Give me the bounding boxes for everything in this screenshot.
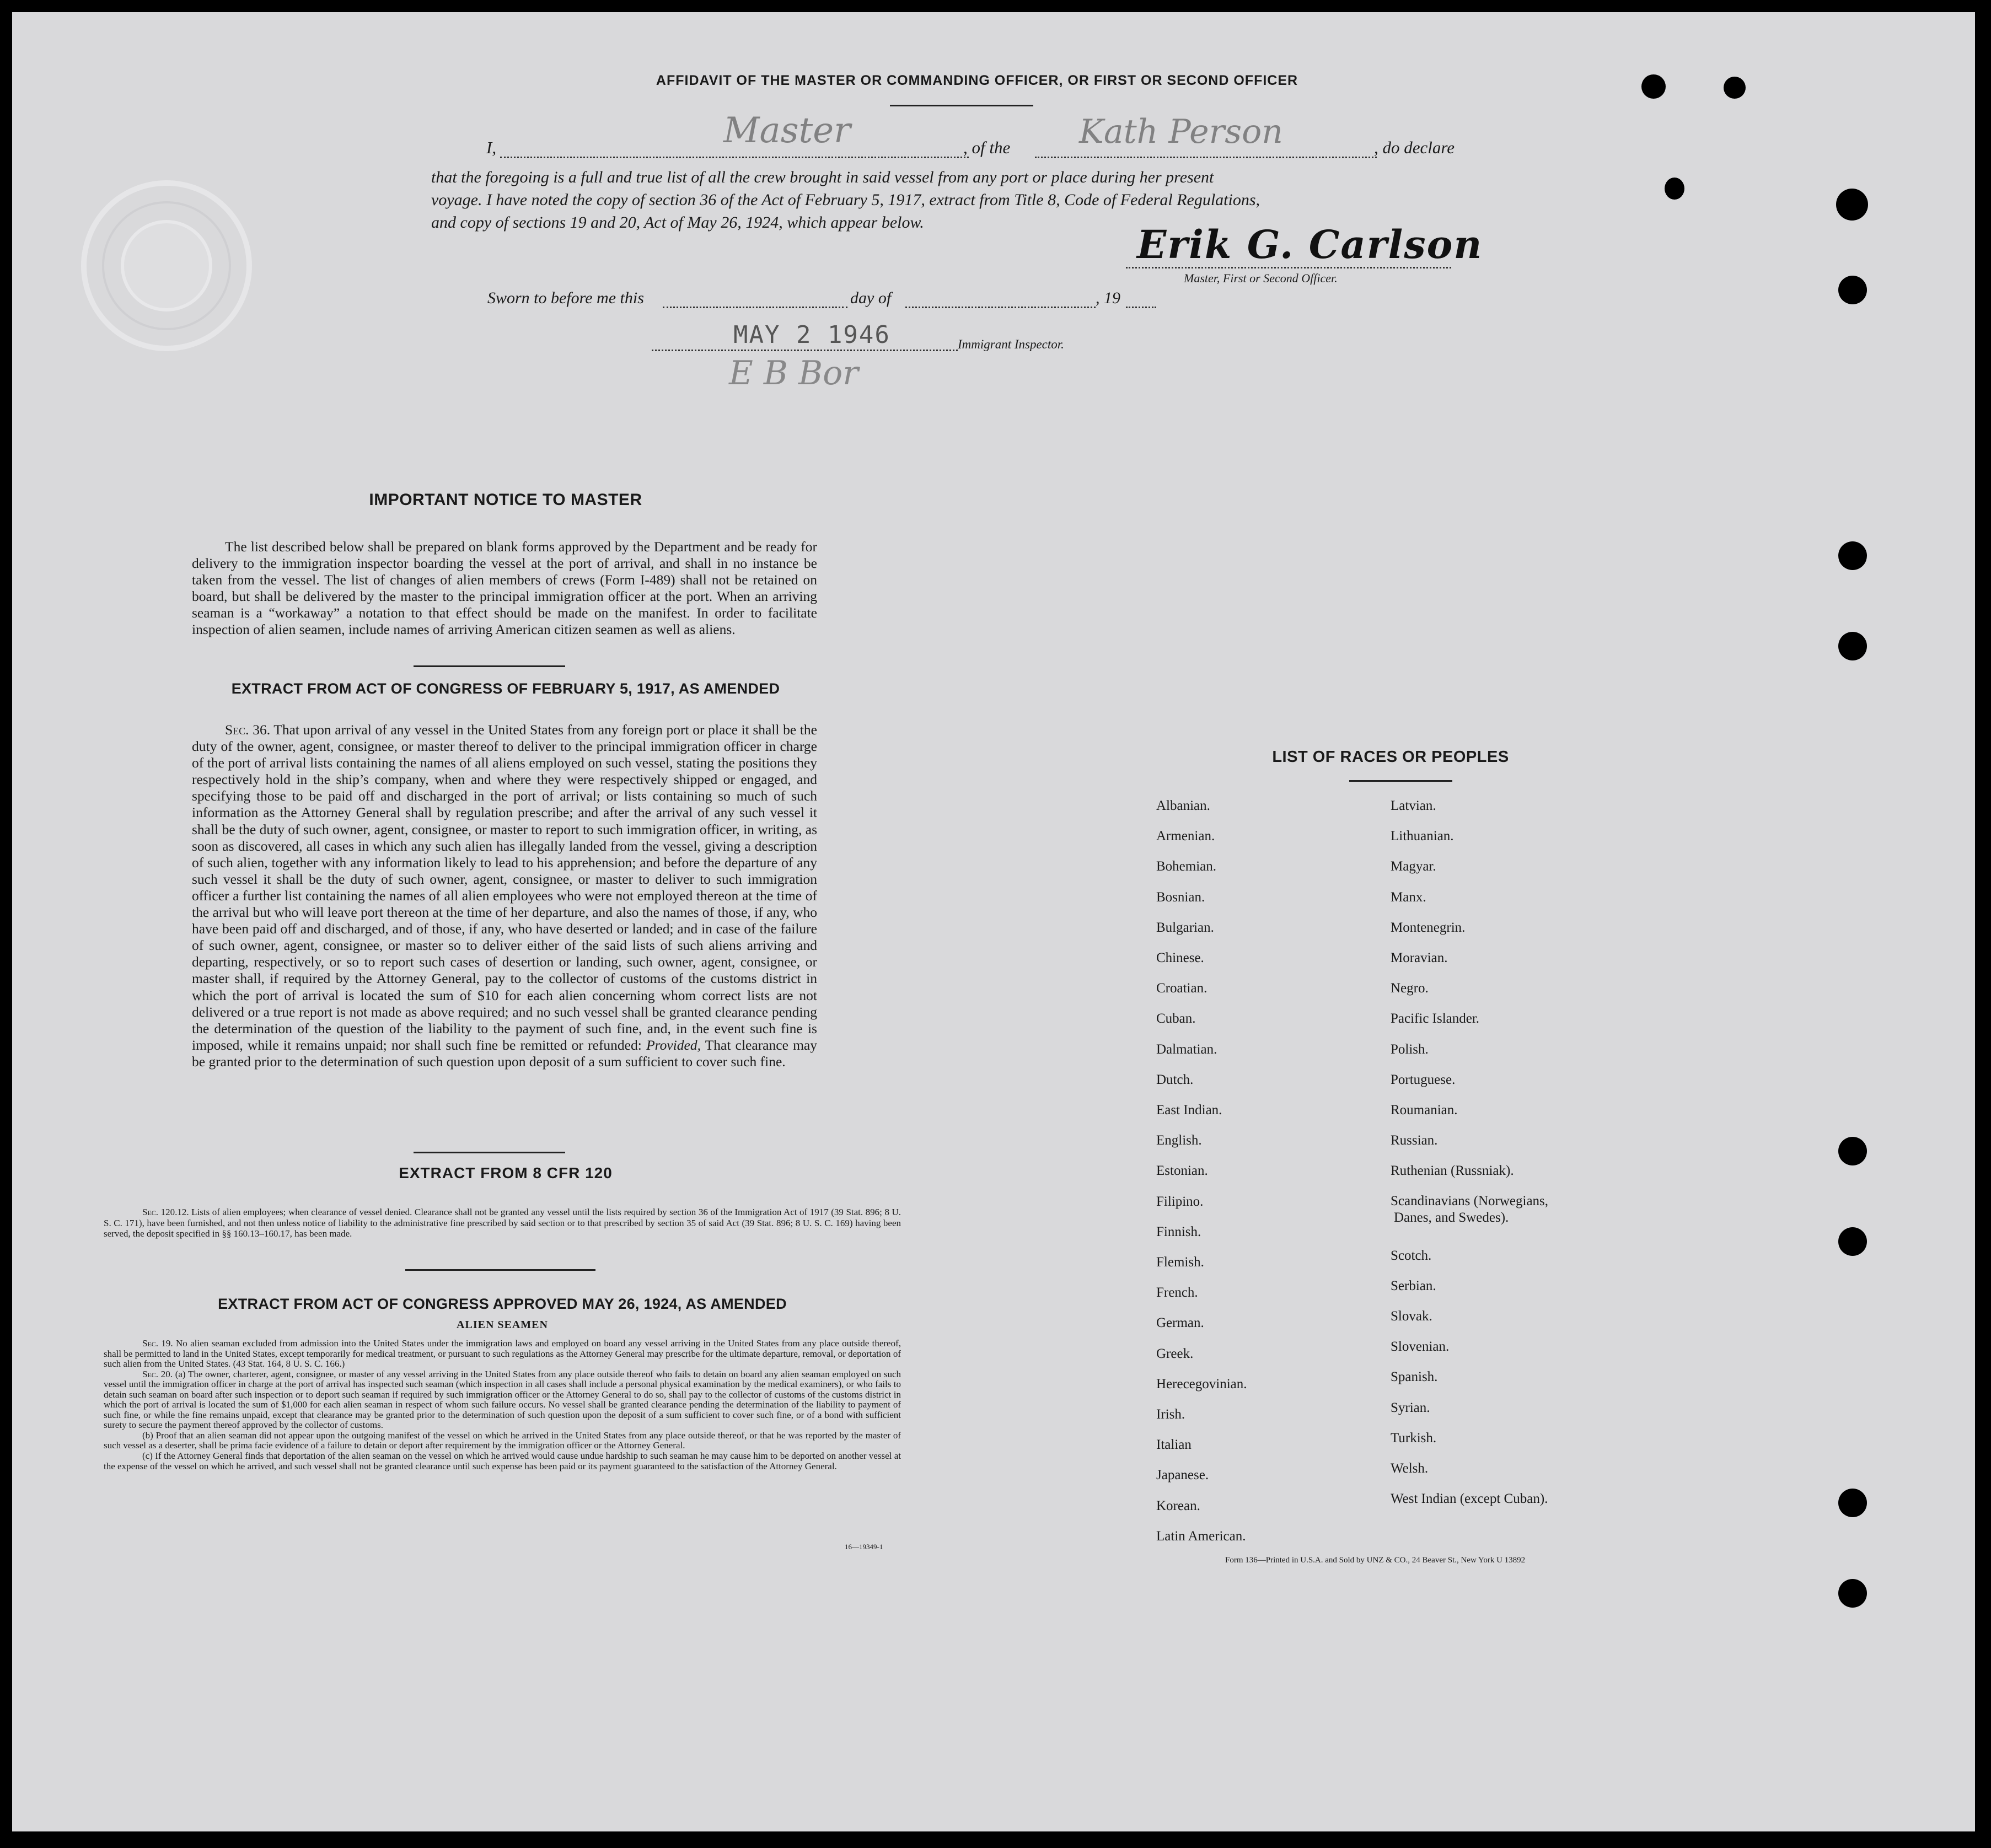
sworn-prefix: Sworn to before me this — [487, 289, 644, 307]
race-item: Ruthenian (Russniak). — [1391, 1163, 1514, 1179]
affidavit-body-line2: voyage. I have noted the copy of section 36 of the Act of February 5, 1917, extract from Title 8, Code of Federal Regulations, — [431, 191, 1260, 209]
race-item: Greek. — [1156, 1346, 1194, 1361]
race-item: East Indian. — [1156, 1103, 1222, 1118]
vessel-handwritten: Kath Person — [1079, 112, 1283, 151]
race-item: Lithuanian. — [1391, 829, 1454, 844]
master-signature: Erik G. Carlson — [1137, 222, 1483, 267]
race-item: Estonian. — [1156, 1163, 1208, 1179]
punch-hole — [1836, 189, 1868, 221]
declare-label: , do declare — [1374, 138, 1455, 157]
race-item-line: Danes, and Swedes). — [1394, 1210, 1509, 1225]
document-page — [12, 12, 1975, 1831]
sworn-day-line — [663, 307, 847, 308]
race-item: Polish. — [1391, 1041, 1429, 1057]
signature-caption: Master, First or Second Officer. — [1184, 271, 1338, 285]
affidavit-body-line1: that the foregoing is a full and true list of all the crew brought in said vessel from any port or place during her present — [431, 168, 1214, 186]
race-item: Magyar. — [1391, 859, 1436, 874]
sec36-text: That upon arrival of any vessel in the United States from any foreign port or place it shall be the duty of the owner, agent, consignee, or master thereof to deliver to the principal immigration officer in charge of the port of arrival lists containing the names of all aliens employed on such vessel, stating the positions they respectively hold in the ship’s company, when and where they were respectively shipped or engaged, and specifying those to be paid off and discharged in the port of arrival; or lists containing so much of such information as the Attorney General shall by regulation prescribe; and after the arrival of any such vessel it shall be the duty of such owner, agent, consignee, or master to report to such immigration officer, in writing, as soon as discovered, all cases in which any such alien has illegally landed from the vessel, giving a description of such alien, together with any information likely to lead to his apprehension; and before the departure of any such vessel it shall be the duty of such owner, agent, consignee, or master to deliver to such immigration officer a further list containing the names of all alien employees who were not employed thereon at the time of the arrival but who will leave port thereon at the time of her departure, and also the names of those, if any, who have been paid off and discharged, and of those, if any, who have deserted or landed; and in case of the failure of such owner, agent, consignee, or master so to deliver either of the said lists of such aliens arriving and departing, respectively, or so to report such cases of desertion or landing, such owner, agent, consignee, or master shall, if required by the Attorney General, pay to the collector of customs of the customs district in which the port of arrival is located the sum of $10 for each alien concerning whom correct lists are not delivered or a true report is not made as above required; and no such vessel shall be granted clearance pending the determination of the question of the liability to the payment of such fine, and, in the event such fine is imposed, while it remains unpaid; nor shall such fine be remitted or refunded: — [192, 722, 817, 1053]
of-the-label: , of the — [963, 138, 1011, 157]
race-item: Dutch. — [1156, 1072, 1194, 1087]
proviso-text: That clearance may be granted prior to the determination of such question upon deposit of a sum sufficient to cover such fine. — [192, 1036, 818, 1070]
sec19-label: Sec. 19. — [142, 1338, 173, 1349]
sworn-year-line — [1126, 307, 1156, 308]
race-item: Slovenian. — [1391, 1339, 1450, 1355]
extract1924-title: EXTRACT FROM ACT OF CONGRESS APPROVED MAY 26, 1924, AS AMENDED — [218, 1296, 787, 1312]
race-item-line: Scandinavians (Norwegians, — [1391, 1193, 1549, 1208]
races-title: LIST OF RACES OR PEOPLES — [1272, 748, 1509, 766]
rank-handwritten: Master — [723, 110, 851, 151]
punch-hole — [1838, 1579, 1867, 1608]
race-item: Chinese. — [1156, 950, 1204, 966]
race-item: Russian. — [1391, 1133, 1438, 1148]
proviso-label: Provided, — [646, 1036, 701, 1053]
sec20c-text: (c) If the Attorney General finds that deportation of the alien seaman on the vessel on which he arrived would cause undue hardship to such seaman he may cause him to be deported on another vessel at the expense of the vessel on which he arrived, and such vessel shall not be granted clearance until such expense has been paid or its payment guaranteed to the satisfaction of the Attorney General. — [104, 1451, 901, 1471]
affidavit-body-line3: and copy of sections 19 and 20, Act of May 26, 1924, which appear below. — [431, 213, 924, 232]
extract1924-subtitle: ALIEN SEAMEN — [457, 1319, 548, 1331]
race-item: Korean. — [1156, 1498, 1200, 1513]
extract1924-body — [104, 1339, 901, 1471]
sec19-text: No alien seaman excluded from admission into the United States under the immigration laws and employed on board any vessel arriving in the United States from any place outside thereof, shall be permitted to land in the United States, except temporarily for medical treatment, or pursuant to such regulations as the Attorney General may prescribe for the ultimate departure, removal, or deportation of such alien from the United States. (43 Stat. 164, 8 U. S. C. 166.) — [104, 1338, 901, 1369]
cfr-title: EXTRACT FROM 8 CFR 120 — [399, 1164, 613, 1181]
race-item: Dalmatian. — [1156, 1041, 1217, 1057]
race-item: Latvian. — [1391, 798, 1436, 813]
date-stamp: MAY 2 1946 — [733, 321, 890, 349]
race-item: Slovak. — [1391, 1309, 1432, 1324]
race-item: Roumanian. — [1391, 1103, 1458, 1118]
race-item: Scotch. — [1391, 1248, 1432, 1263]
race-item: Bohemian. — [1156, 859, 1217, 874]
inspector-label: Immigrant Inspector. — [958, 337, 1064, 351]
race-item: Irish. — [1156, 1407, 1185, 1422]
punch-hole — [1641, 74, 1666, 99]
race-item: Armenian. — [1156, 829, 1215, 844]
inspector-initials: E B Bor — [729, 354, 858, 393]
race-item: Portuguese. — [1391, 1072, 1456, 1087]
extract1917-body — [192, 722, 817, 1070]
year-prefix: , 19 — [1096, 289, 1120, 307]
vessel-field-line — [1035, 157, 1377, 158]
cfr-body — [104, 1207, 901, 1239]
race-item: Manx. — [1391, 889, 1426, 905]
cfr-sec-label: Sec. 120.12. — [142, 1207, 189, 1217]
punch-hole — [1838, 1137, 1867, 1165]
punch-hole — [1838, 632, 1867, 660]
race-item: Japanese. — [1156, 1468, 1209, 1483]
race-item: Turkish. — [1391, 1430, 1437, 1446]
signature-line — [1126, 267, 1451, 268]
inspector-line — [652, 350, 958, 351]
race-item: Croatian. — [1156, 981, 1208, 996]
race-item: Welsh. — [1391, 1461, 1429, 1476]
race-item: Pacific Islander. — [1391, 1011, 1480, 1027]
cfr-sec-text: Lists of alien employees; when clearance of vessel denied. Clearance shall not be granted any vessel until the lists required by section 36 of the Immigration Act of 1917 (39 Stat. 896; 8 U. S. C. 171), have been furnished, and not then unless notice of liability to the administrative fine prescribed by said section or to that prescribed by section 35 of said Act (39 Stat. 896; 8 U. S. C. 169) having been served, the deposit specified in §§ 160.13–160.17, has been made. — [104, 1207, 901, 1239]
race-item: Albanian. — [1156, 798, 1210, 813]
punch-hole — [1838, 276, 1867, 304]
race-item: Flemish. — [1156, 1255, 1204, 1270]
divider — [405, 1269, 595, 1271]
race-item-scandinavians — [1391, 1186, 1548, 1240]
race-item: Moravian. — [1391, 950, 1448, 966]
form-number: 16—19349-1 — [845, 1543, 883, 1551]
race-item: Finnish. — [1156, 1224, 1201, 1239]
printer-note: Form 136—Printed in U.S.A. and Sold by UNZ & CO., 24 Beaver St., New York U 13892 — [1225, 1556, 1526, 1565]
race-item: Herecegovinian. — [1156, 1376, 1247, 1392]
race-item: Filipino. — [1156, 1194, 1204, 1209]
divider — [1349, 780, 1452, 782]
rank-field-line — [500, 157, 969, 158]
race-item: Spanish. — [1391, 1369, 1438, 1385]
race-item: Negro. — [1391, 981, 1429, 996]
affidavit-title: AFFIDAVIT OF THE MASTER OR COMMANDING OFFICER, OR FIRST OR SECOND OFFICER — [656, 73, 1298, 88]
race-item: Italian — [1156, 1437, 1192, 1453]
race-item: Syrian. — [1391, 1400, 1430, 1415]
sec36-label: Sec. 36. — [225, 722, 271, 738]
race-item: English. — [1156, 1133, 1202, 1148]
race-item: Bosnian. — [1156, 889, 1205, 905]
race-item: Bulgarian. — [1156, 920, 1214, 935]
race-item: West Indian (except Cuban). — [1391, 1491, 1548, 1507]
race-item: Latin American. — [1156, 1528, 1246, 1544]
divider — [414, 665, 565, 667]
notice-title: IMPORTANT NOTICE TO MASTER — [369, 491, 642, 509]
punch-hole — [1665, 178, 1684, 200]
sec20-label: Sec. 20. — [142, 1368, 173, 1379]
races-column-2 — [1391, 791, 1548, 1514]
punch-hole — [1838, 1489, 1867, 1517]
races-column-1 — [1156, 791, 1247, 1551]
embossed-seal-icon — [78, 178, 255, 354]
affidavit-i-label: I, — [486, 138, 497, 157]
race-item: Serbian. — [1391, 1278, 1436, 1293]
punch-hole — [1838, 541, 1867, 570]
notice-body: The list described below shall be prepared on blank forms approved by the Department and be ready for delivery to the immigration inspector boarding the vessel at the port of arrival, and shall in no instance be taken from the vessel. The list of changes of alien members of crews (Form I-489) shall not be retained on board, but shall be delivered by the master to the principal immigration officer at the port. When an arriving seaman is a “workaway” a notation to that effect should be made on the manifest. In order to facilitate inspection of alien seamen, include names of arriving American citizen seamen as well as aliens. — [192, 539, 817, 637]
divider — [890, 105, 1033, 106]
punch-hole — [1838, 1227, 1867, 1256]
race-item: Cuban. — [1156, 1011, 1196, 1027]
divider — [414, 1152, 565, 1153]
sec20b-text: (b) Proof that an alien seaman did not appear upon the outgoing manifest of the vessel on which he arrived in the United States from any place outside thereof, or that he was reported by the master of such vessel as a deserter, shall be prima facie evidence of a failure to detain or deport after requirement by the immigration officer or the Attorney General. — [104, 1430, 901, 1451]
sworn-month-line — [905, 307, 1096, 308]
race-item: German. — [1156, 1315, 1204, 1331]
race-item: Montenegrin. — [1391, 920, 1466, 935]
race-item: French. — [1156, 1285, 1198, 1301]
extract1917-title: EXTRACT FROM ACT OF CONGRESS OF FEBRUARY 5, 1917, AS AMENDED — [231, 680, 780, 697]
sec20a-text: (a) The owner, charterer, agent, consignee, or master of any vessel arriving in the United States from any place outside thereof who fails to detain on board any alien seaman employed on such vessel until the immigration officer in charge at the port of arrival has inspected such seaman (which inspection in all cases shall include a personal physical examination by the medical examiners), or who fails to detain such seaman on board after such inspection or to deport such seaman if required by such immigration officer or the Attorney General to do so, shall pay to the collector of customs of the customs district in which the port of arrival is located the sum of $1,000 for each alien seaman in respect of whom such failure occurs. No vessel shall be granted clearance pending the determination of the liability to payment of such fine, or while the fine remains unpaid, except that clearance may be granted prior to the determination of such question upon the deposit of a sum sufficient to cover such fine, or of a bond with sufficient surety to secure the payment thereof approved by the collector of customs. — [104, 1368, 901, 1431]
day-of-label: day of — [850, 289, 892, 307]
punch-hole — [1724, 77, 1746, 99]
